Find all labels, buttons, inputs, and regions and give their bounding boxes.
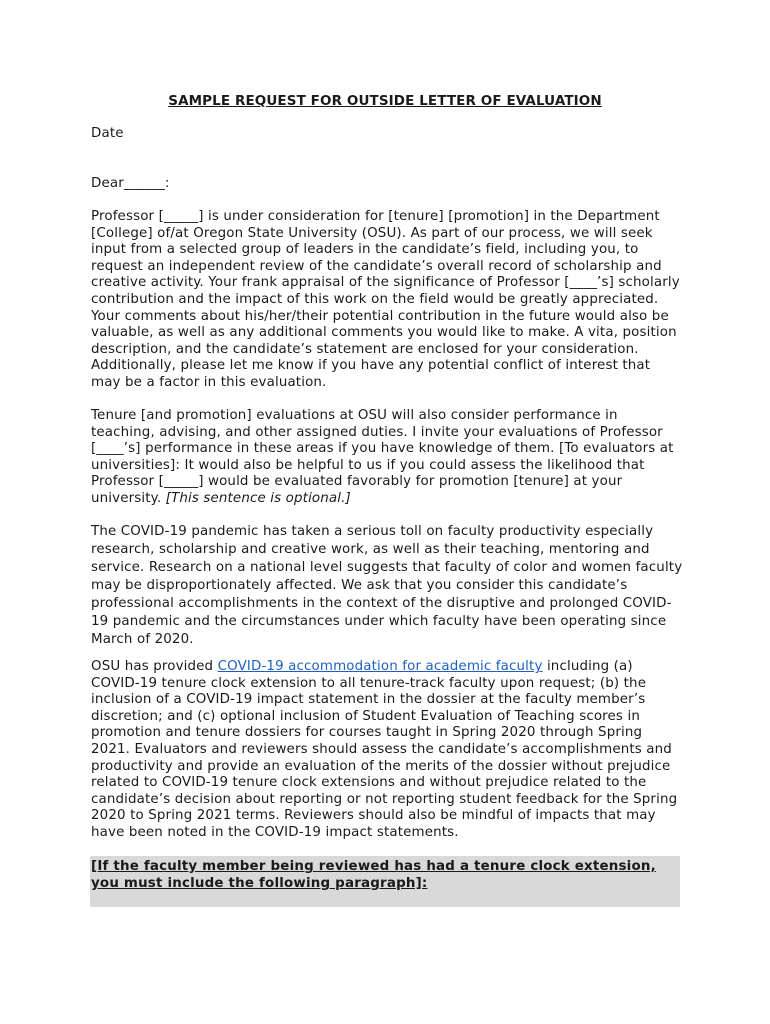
date-line: Date — [91, 126, 124, 141]
salutation: Dear______: — [91, 176, 170, 191]
paragraph-evaluations-text: Tenure [and promotion] evaluations at OSU will also consider performance in teaching, advising, and other assigned duties. I invite your evaluations of Professor [____’s] performance in these areas if you have knowledge of them. [To evaluators at universities]: It would also be helpful to us if you could assess the likelihood that Professor [_____] would be evaluated favorably for promotion [tenure] at your university. — [91, 408, 674, 506]
optional-sentence-note: [This sentence is optional.] — [165, 490, 351, 506]
paragraph-accommodation-intro: OSU has provided — [91, 659, 218, 674]
paragraph-accommodation — [91, 659, 683, 842]
paragraph-evaluations — [91, 408, 683, 508]
document-title: SAMPLE REQUEST FOR OUTSIDE LETTER OF EVALUATION — [168, 93, 602, 109]
paragraph-covid-impact: The COVID-19 pandemic has taken a serious toll on faculty productivity especially research, scholarship and creative work, as well as their teaching, mentoring and service. Research on a national level suggests that faculty of color and women faculty may be disproportionately affected. We ask that you consider this candidate’s professional accomplishments in the context of the disruptive and prolonged COVID-19 pandemic and the circumstances under which faculty have been operating since March of 2020. — [91, 524, 683, 647]
paragraph-accommodation-body: including (a) COVID-19 tenure clock extension to all tenure-track faculty upon request; (b) the inclusion of a COVID-19 impact statement in the dossier at the faculty member’s discretion; and (c) optional inclusion of Student Evaluation of Teaching scores in promotion and tenure dossiers for courses taught in Spring 2020 through Spring 2021. Evaluators and reviewers should assess the candidate’s accomplishments and productivity and provide an evaluation of the merits of the dossier without prejudice related to COVID-19 tenure clock extensions and without prejudice related to the candidate’s decision about reporting or not reporting student feedback for the Spring 2020 to Spring 2021 terms. Reviewers should also be mindful of impacts that may have been noted in the COVID-19 impact statements. — [91, 659, 678, 840]
covid-accommodation-link[interactable]: COVID-19 accommodation for academic faculty — [217, 659, 543, 674]
paragraph-consideration: Professor [_____] is under consideration for [tenure] [promotion] in the Department [College] of/at Oregon State University (OSU). As part of our process, we will seek input from a selected group of leaders in the candidate’s field, including you, to request an independent review of the candidate’s overall record of scholarship and creative activity. Your frank appraisal of the significance of Professor [____’s] scholarly contribution and the impact of this work on the field would be greatly appreciated. Your comments about his/her/their potential contribution in the future would also be valuable, as well as any additional comments you would like to make. A vita, position description, and the candidate’s statement are enclosed for your consideration. Additionally, please let me know if you have any potential conflict of interest that may be a factor in this evaluation. — [91, 209, 680, 390]
tenure-extension-instruction: [If the faculty member being reviewed has had a tenure clock extension, you must include the following paragraph]: — [91, 859, 656, 891]
